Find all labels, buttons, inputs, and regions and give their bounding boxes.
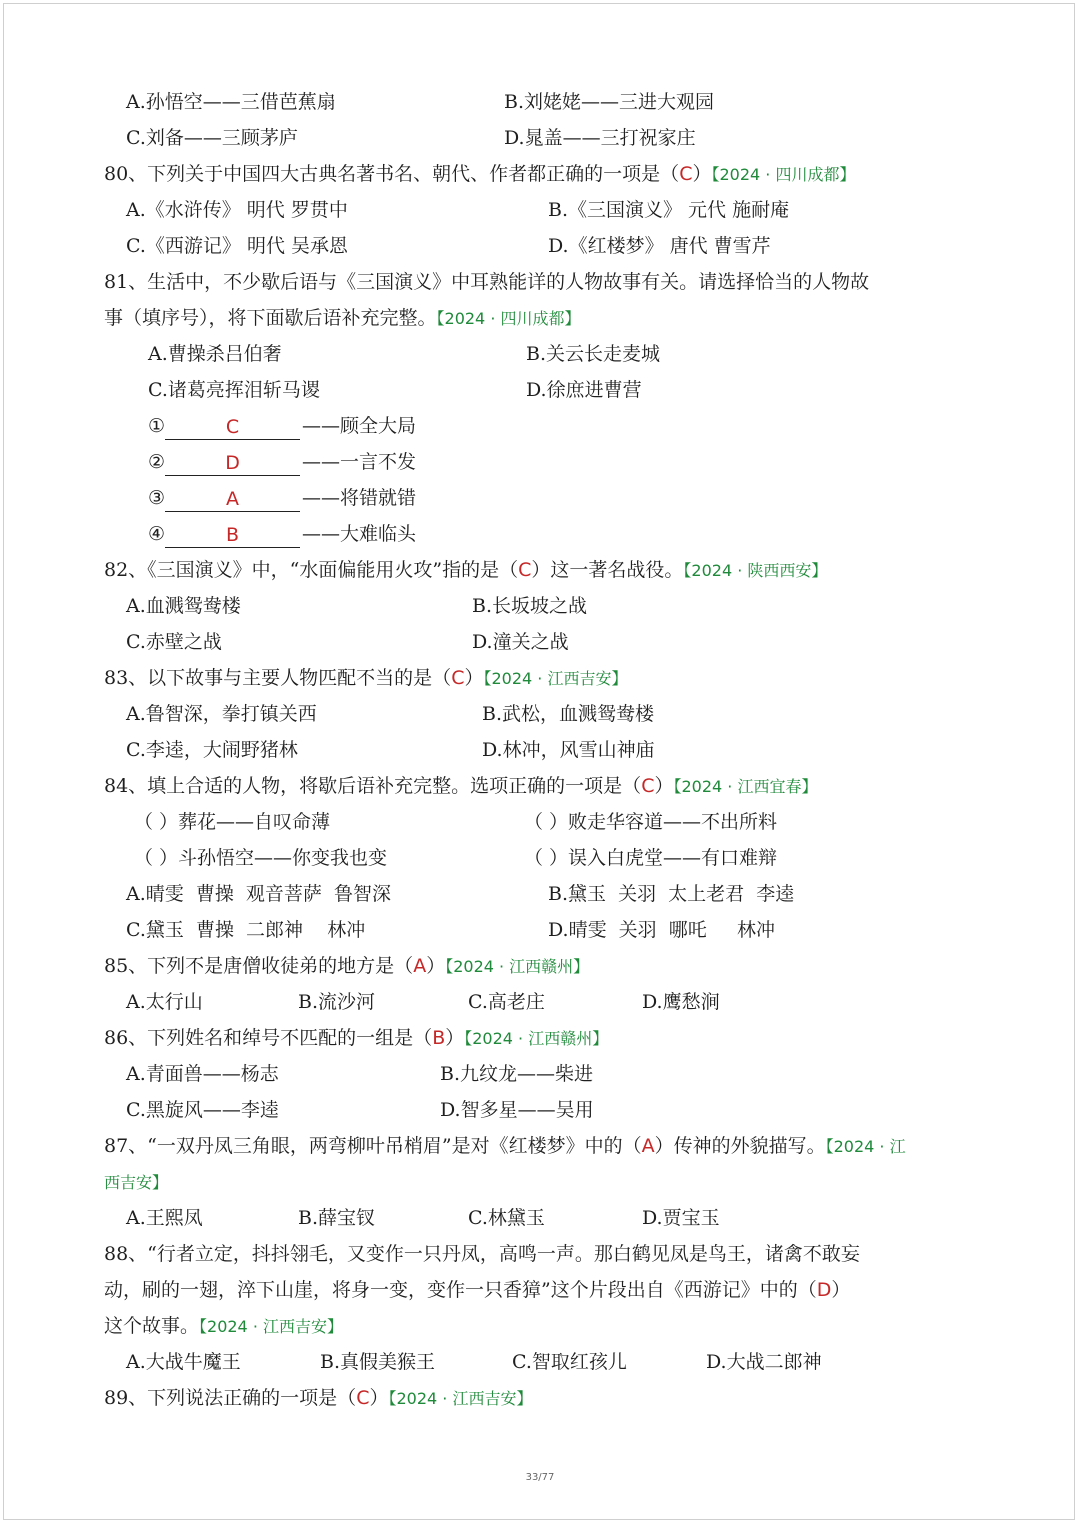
- saying-line: [104, 840, 984, 876]
- question-text: 80、下列关于中国四大古典名著书名、朝代、作者都正确的一项是（: [104, 163, 680, 185]
- paren: ）: [464, 667, 484, 689]
- item-number: ③: [148, 487, 166, 509]
- option-b: B.薛宝钗: [298, 1207, 376, 1229]
- option-c: C.黛玉 曹操 二郎神 林冲: [126, 919, 366, 941]
- option-line: [104, 696, 984, 732]
- paren: ）: [426, 955, 446, 977]
- option-b: B.刘姥姥——三进大观园: [504, 91, 715, 113]
- option-d: D.鹰愁涧: [642, 991, 720, 1013]
- answer-blank: C: [165, 415, 300, 440]
- answer: C: [356, 1387, 370, 1409]
- option-a: A.鲁智深，拳打镇关西: [126, 703, 317, 725]
- answer: C: [679, 163, 693, 185]
- option-line: [104, 336, 984, 372]
- source-tag-cont: 西吉安】: [104, 1173, 169, 1192]
- saying-text: ——大难临头: [302, 523, 417, 545]
- option-b: B.《三国演义》 元代 施耐庵: [548, 199, 790, 221]
- question-86: [104, 1020, 984, 1056]
- source-tag: 【2024 · 江西赣州】: [445, 957, 590, 976]
- option-b: B.关云长走麦城: [526, 343, 661, 365]
- question-88-cont: [104, 1272, 984, 1308]
- saying-text: ——一言不发: [302, 451, 417, 473]
- question-text: 81、生活中，不少歇后语与《三国演义》中耳熟能详的人物故事有关。请选择恰当的人物故: [104, 271, 870, 293]
- question-84: [104, 768, 984, 804]
- question-text-end: ）这一著名战役。: [531, 559, 684, 581]
- option-b: B.长坂坡之战: [472, 595, 588, 617]
- saying-1: （ ）葬花——自叹命薄: [134, 811, 331, 833]
- option-d: D.大战二郎神: [706, 1351, 822, 1373]
- source-tag: 【2024 · 陕西西安】: [683, 561, 828, 580]
- option-line: [104, 372, 984, 408]
- fill-line: [104, 480, 984, 516]
- saying-2: （ ）败走华容道——不出所料: [524, 811, 778, 833]
- option-line: [104, 1056, 984, 1092]
- option-line: [104, 192, 984, 228]
- question-81-cont: [104, 300, 984, 336]
- option-d: D.智多星——吴用: [440, 1099, 594, 1121]
- option-a: A.孙悟空——三借芭蕉扇: [126, 91, 336, 113]
- question-88: [104, 1236, 984, 1272]
- question-text: 82、《三国演义》中，“水面偏能用火攻”指的是（: [104, 559, 519, 581]
- option-a: A.血溅鸳鸯楼: [126, 595, 241, 617]
- answer-blank: D: [165, 451, 300, 476]
- answer-blank: B: [165, 523, 300, 548]
- source-tag: 【2024 · 江西赣州】: [464, 1029, 609, 1048]
- question-text: 85、下列不是唐僧收徒弟的地方是（: [104, 955, 414, 977]
- option-d: D.徐庶进曹营: [526, 379, 642, 401]
- option-c: C.赤壁之战: [126, 631, 222, 653]
- saying-line: [104, 804, 984, 840]
- source-tag: 【2024 · 江西吉安】: [388, 1389, 533, 1408]
- option-line: [104, 588, 984, 624]
- question-87: [104, 1128, 984, 1164]
- paren: ）: [654, 775, 674, 797]
- paren: ）: [692, 163, 712, 185]
- option-a: A.曹操杀吕伯奢: [148, 343, 282, 365]
- answer: A: [413, 955, 427, 977]
- source-tag: 【2024 · 江西宜春】: [673, 777, 818, 796]
- question-text: 84、填上合适的人物，将歇后语补充完整。选项正确的一项是（: [104, 775, 642, 797]
- option-line: [104, 228, 984, 264]
- source-tag: 【2024 · 江: [825, 1137, 906, 1156]
- saying-3: （ ）斗孙悟空——你变我也变: [134, 847, 388, 869]
- option-a: A.《水浒传》 明代 罗贯中: [126, 199, 348, 221]
- option-line: [104, 1200, 984, 1236]
- question-83: [104, 660, 984, 696]
- question-text: 83、以下故事与主要人物匹配不当的是（: [104, 667, 452, 689]
- saying-text: ——顾全大局: [302, 415, 417, 437]
- saying-text: ——将错就错: [302, 487, 417, 509]
- option-line: [104, 876, 984, 912]
- option-d: D.《红楼梦》 唐代 曹雪芹: [548, 235, 771, 257]
- question-82: [104, 552, 984, 588]
- option-d: D.林冲，风雪山神庙: [482, 739, 655, 761]
- question-text: 事（填序号），将下面歇后语补充完整。: [104, 307, 437, 329]
- option-b: B.九纹龙——柴进: [440, 1063, 594, 1085]
- source-tag: 【2024 · 四川成都】: [436, 309, 581, 328]
- question-text-end: ）传神的外貌描写。: [654, 1135, 826, 1157]
- question-content: [104, 84, 984, 1416]
- answer: A: [641, 1135, 655, 1157]
- question-text: 86、下列姓名和绰号不匹配的一组是（: [104, 1027, 433, 1049]
- item-number: ①: [148, 415, 166, 437]
- answer: B: [432, 1027, 446, 1049]
- option-d: D.晁盖——三打祝家庄: [504, 127, 696, 149]
- option-c: C.刘备——三顾茅庐: [126, 127, 298, 149]
- answer: C: [641, 775, 655, 797]
- source-tag: 【2024 · 四川成都】: [711, 165, 856, 184]
- question-85: [104, 948, 984, 984]
- question-80: [104, 156, 984, 192]
- question-88-cont: [104, 1308, 984, 1344]
- source-tag: 【2024 · 江西吉安】: [483, 669, 628, 688]
- question-text: 88、“行者立定，抖抖翎毛，又变作一只丹凤，高鸣一声。那白鹤见凤是鸟王，诸禽不敢妄: [104, 1243, 860, 1265]
- option-line: [104, 984, 984, 1020]
- option-line: [104, 84, 984, 120]
- option-line: [104, 732, 984, 768]
- question-text: 87、“一双丹凤三角眼，两弯柳叶吊梢眉”是对《红楼梦》中的（: [104, 1135, 642, 1157]
- option-b: B.武松，血溅鸳鸯楼: [482, 703, 655, 725]
- page-number: 33/77: [525, 1472, 555, 1483]
- option-d: D.晴雯 关羽 哪吒 林冲: [548, 919, 775, 941]
- question-89: [104, 1380, 984, 1416]
- option-a: A.晴雯 曹操 观音菩萨 鲁智深: [126, 883, 391, 905]
- option-c: C.诸葛亮挥泪斩马谡: [148, 379, 320, 401]
- fill-line: [104, 408, 984, 444]
- source-tag: 【2024 · 江西吉安】: [199, 1317, 343, 1336]
- item-number: ④: [148, 523, 166, 545]
- fill-line: [104, 516, 984, 552]
- paren: ）: [369, 1387, 389, 1409]
- option-a: A.大战牛魔王: [126, 1351, 241, 1373]
- paren: ）: [831, 1279, 851, 1301]
- option-c: C.林黛玉: [468, 1207, 545, 1229]
- option-a: A.青面兽——杨志: [126, 1063, 279, 1085]
- option-line: [104, 624, 984, 660]
- paren: ）: [445, 1027, 465, 1049]
- option-b: B.黛玉 关羽 太上老君 李逵: [548, 883, 795, 905]
- question-text: 动，刷的一翅，淬下山崖，将身一变，变作一只香獐”这个片段出自《西游记》中的（: [104, 1279, 817, 1301]
- option-c: C.高老庄: [468, 991, 545, 1013]
- option-d: D.贾宝玉: [642, 1207, 720, 1229]
- option-line: [104, 1092, 984, 1128]
- option-c: C.黑旋风——李逵: [126, 1099, 279, 1121]
- option-b: B.真假美猴王: [320, 1351, 436, 1373]
- option-c: C.李逵，大闹野猪林: [126, 739, 298, 761]
- option-line: [104, 120, 984, 156]
- option-c: C.智取红孩儿: [512, 1351, 627, 1373]
- question-text: 这个故事。: [104, 1315, 200, 1337]
- question-81: [104, 264, 984, 300]
- question-text: 89、下列说法正确的一项是（: [104, 1387, 357, 1409]
- question-87-cont: [104, 1164, 984, 1200]
- saying-4: （ ）误入白虎堂——有口难辩: [524, 847, 778, 869]
- option-line: [104, 1344, 984, 1380]
- option-d: D.潼关之战: [472, 631, 569, 653]
- fill-line: [104, 444, 984, 480]
- option-b: B.流沙河: [298, 991, 376, 1013]
- option-a: A.王熙凤: [126, 1207, 203, 1229]
- answer: C: [518, 559, 532, 581]
- option-a: A.太行山: [126, 991, 203, 1013]
- answer: D: [816, 1279, 832, 1301]
- answer: C: [451, 667, 465, 689]
- item-number: ②: [148, 451, 166, 473]
- option-c: C.《西游记》 明代 吴承恩: [126, 235, 348, 257]
- answer-blank: A: [165, 487, 300, 512]
- option-line: [104, 912, 984, 948]
